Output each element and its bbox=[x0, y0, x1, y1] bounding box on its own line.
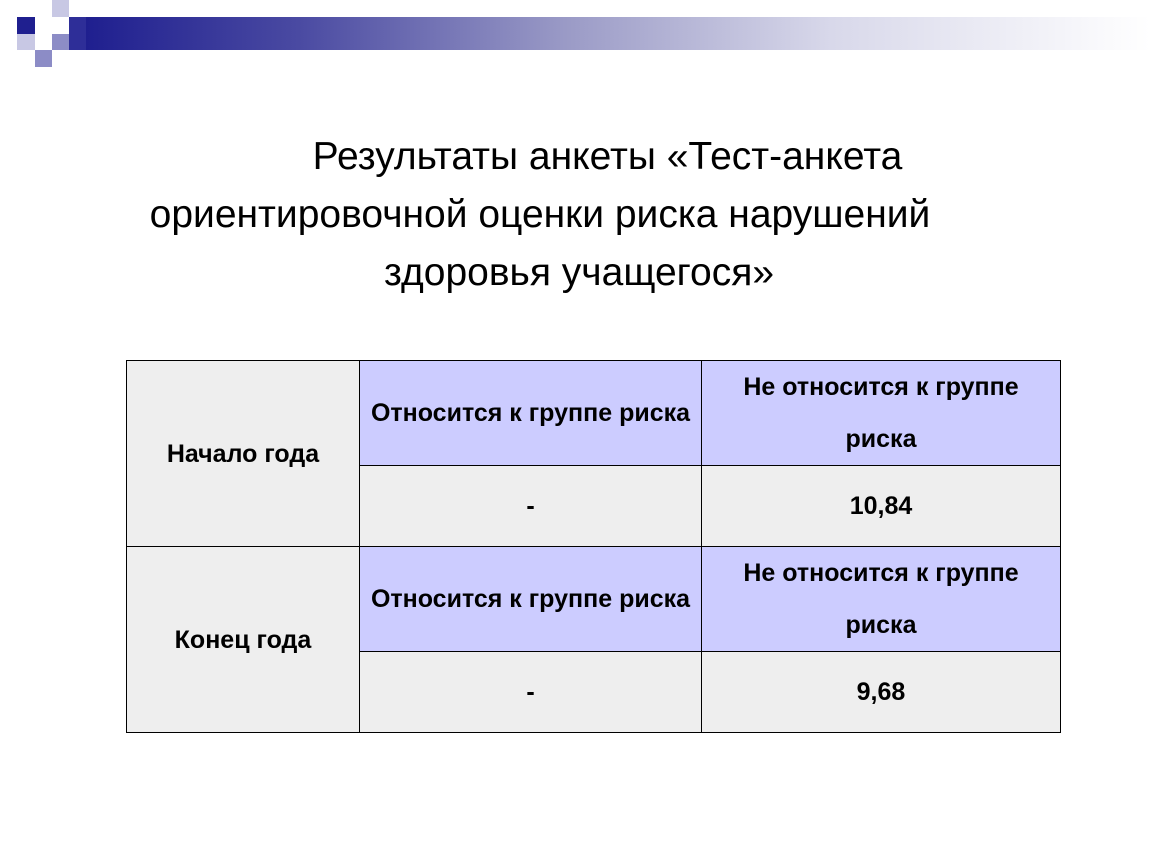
row-label-end-of-year: Конец года bbox=[127, 547, 360, 733]
decor-square bbox=[35, 17, 52, 34]
value-not-at-risk-start: 10,84 bbox=[702, 466, 1061, 547]
decor-square bbox=[35, 50, 52, 67]
decor-square bbox=[69, 0, 86, 17]
decor-square bbox=[17, 34, 35, 50]
value-at-risk-end: - bbox=[360, 652, 702, 733]
decor-square bbox=[52, 0, 69, 17]
header-gradient-bar bbox=[86, 17, 1150, 50]
title-line-1: Результаты анкеты «Тест-анкета bbox=[312, 135, 903, 178]
column-header-not-at-risk: Не относится к группе риска bbox=[702, 547, 1061, 652]
decor-square bbox=[69, 17, 86, 50]
title-line-2: ориентировочной оценки риска нарушений bbox=[149, 193, 931, 236]
row-label-start-of-year: Начало года bbox=[127, 361, 360, 547]
results-table bbox=[126, 360, 1061, 733]
column-header-at-risk: Относится к группе риска bbox=[360, 547, 702, 652]
decor-square bbox=[52, 34, 69, 50]
table-row bbox=[127, 547, 1061, 652]
column-header-at-risk: Относится к группе риска bbox=[360, 361, 702, 466]
title-line-3: здоровья учащегося» bbox=[383, 251, 775, 294]
value-not-at-risk-end: 9,68 bbox=[702, 652, 1061, 733]
column-header-not-at-risk: Не относится к группе риска bbox=[702, 361, 1061, 466]
slide-title bbox=[0, 128, 1150, 302]
value-at-risk-start: - bbox=[360, 466, 702, 547]
table-row bbox=[127, 361, 1061, 466]
decor-square bbox=[17, 17, 35, 34]
